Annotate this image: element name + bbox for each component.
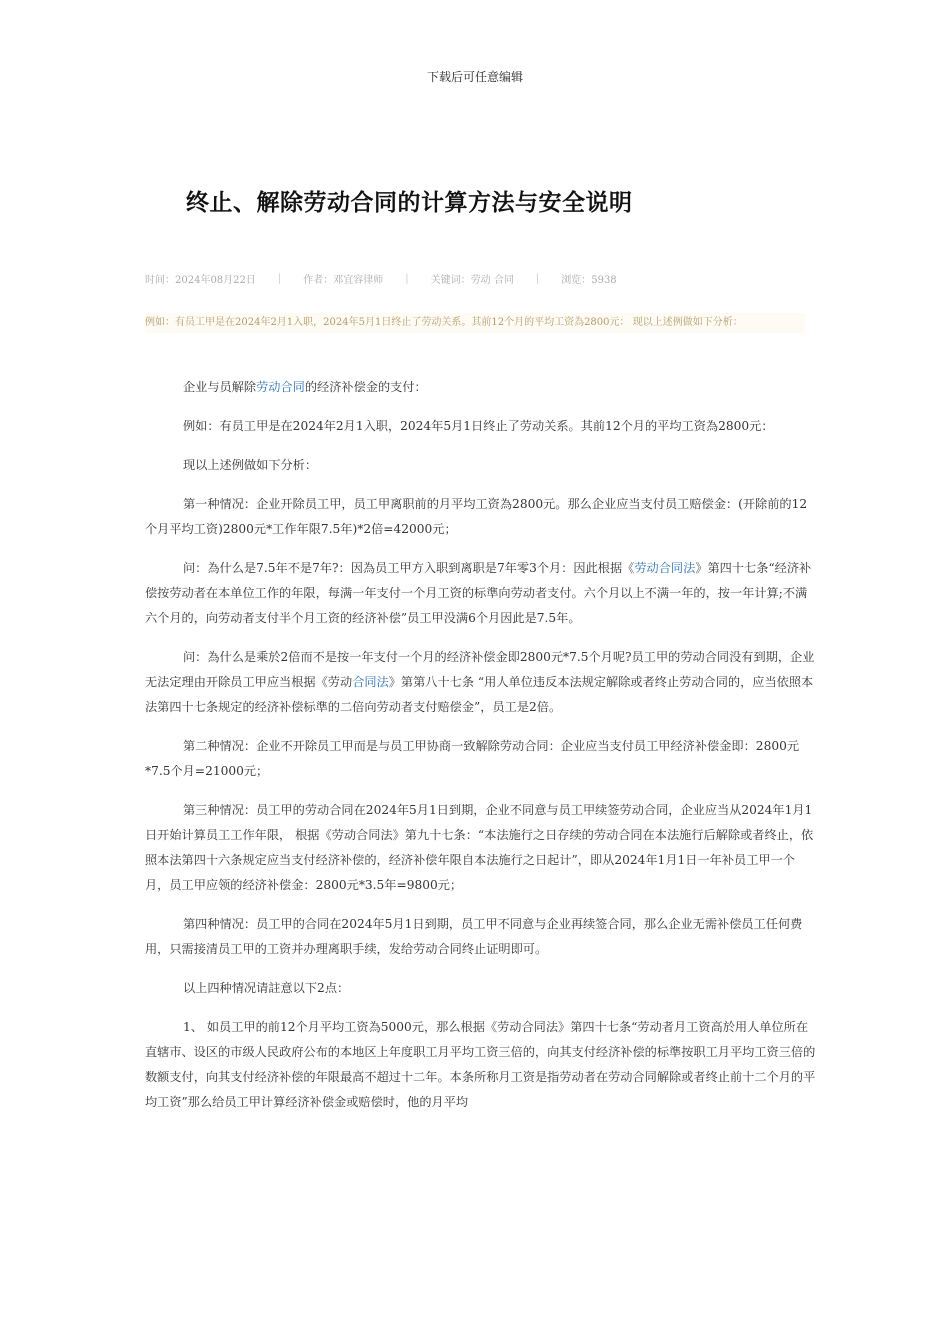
meta-separator: | — [405, 273, 409, 284]
text: 问：為什么是7.5年不是7年?：因為员工甲方入职到离职是7年零3个月：因此根据《 — [183, 561, 635, 575]
article-body — [145, 375, 817, 1129]
paragraph: 第二种情况：企业不开除员工甲而是与员工甲协商一致解除劳动合同：企业应当支付员工甲经济补偿金即：2800元*7.5个月=21000元； — [145, 739, 800, 778]
meta-time: 时间：2024年08月22日 — [145, 275, 256, 286]
paragraph — [145, 375, 817, 400]
paragraph: 第一种情况：企业开除员工甲，员工甲离职前的月平均工资為2800元。那么企业应当支付员工赔偿金：(开除前的12个月平均工资)2800元*工作年限7.5年)*2倍=42000元； — [145, 497, 808, 536]
paragraph: 以上四种情况请註意以下2点： — [183, 981, 350, 995]
page-title: 终止、解除劳动合同的计算方法与安全说明 — [186, 190, 633, 216]
contract-law-link[interactable]: 合同法 — [352, 675, 389, 689]
paragraph — [145, 556, 817, 631]
meta-views: 浏览：5938 — [561, 275, 617, 286]
header-note: 下载后可任意编辑 — [426, 70, 523, 84]
paragraph: 第四种情况：员工甲的合同在2024年5月1日到期，员工甲不同意与企业再续签合同，那么企业无需补偿员工任何费用，只需接清员工甲的工资并办理离职手续，发给劳动合同终止证明即可。 — [145, 917, 803, 956]
article-meta — [145, 271, 617, 286]
text: 企业与员解除 — [183, 380, 257, 394]
text: 问：為什么是乘於2倍而不是按一年支付一个月的经济补偿金即2800元*7.5个月呢?员工甲的劳动合同没有到期，企业无法定理由开除员工甲应当根据《劳动 — [145, 650, 815, 689]
paragraph: 第三种情况：员工甲的劳动合同在2024年5月1日到期，企业不同意与员工甲续签劳动合同，企业应当从2024年1月1日开始计算员工工作年限， 根据《劳动合同法》第九十七条：“本法施行之日存续的劳动合同在本法施行后解除或者终止，依照本法第四十六条规定应当支付经济补偿的，经济补偿年限自本法施行之日起计”，即从2024年1月1日一年补员工甲一个月，员工甲应领的经济补偿金：2800元*3.5年=9800元； — [145, 803, 814, 892]
paragraph: 例如：有员工甲是在2024年2月1入职，2024年5月1日终止了劳动关系。其前12个月的平均工资為2800元： — [183, 419, 774, 433]
meta-author: 作者：邓宜容律师 — [303, 275, 384, 286]
text: 》第四十七条“经济补偿按劳动者在本单位工作的年限，每满一年支付一个月工资的标準向劳动者支付。六个月以上不满一年的，按一年计算;不满六个月的，向劳动者支付半个月工资的经济补偿”员工甲没满6个月因此是7.5年。 — [145, 561, 812, 625]
paragraph — [145, 645, 817, 720]
labor-contract-law-link[interactable]: 劳动合同法 — [634, 561, 696, 575]
paragraph: 1、 如员工甲的前12个月平均工资為5000元，那么根据《劳动合同法》第四十七条“劳动者月工资高於用人单位所在直辖市、设区的市级人民政府公布的本地区上年度职工月平均工资三倍的，向其支付经济补偿的标準按职工月平均工资三倍的数额支付，向其支付经济补偿的年限最高不超过十二年。本条所称月工资是指劳动者在劳动合同解除或者终止前十二个月的平均工资”那么给员工甲计算经济补偿金或赔偿时，他的月平均 — [145, 1020, 816, 1109]
text: 》第第八十七条 “用人单位违反本法规定解除或者终止劳动合同的，应当依照本法第四十七条规定的经济补偿标準的二倍向劳动者支付赔偿金”，员工是2倍。 — [145, 675, 814, 714]
meta-separator: | — [277, 273, 282, 284]
text: 的经济补偿金的支付： — [304, 380, 427, 394]
labor-contract-link[interactable]: 劳动合同 — [256, 380, 305, 394]
paragraph: 现以上述例做如下分析： — [183, 458, 318, 472]
meta-separator: | — [535, 273, 540, 284]
meta-keywords: 关键词：劳动 合同 — [430, 275, 514, 286]
article-summary: 例如：有员工甲是在2024年2月1入职，2024年5月1日终止了劳动关系。其前12个月的平均工资為2800元： 现以上述例做如下分析： — [145, 313, 805, 333]
